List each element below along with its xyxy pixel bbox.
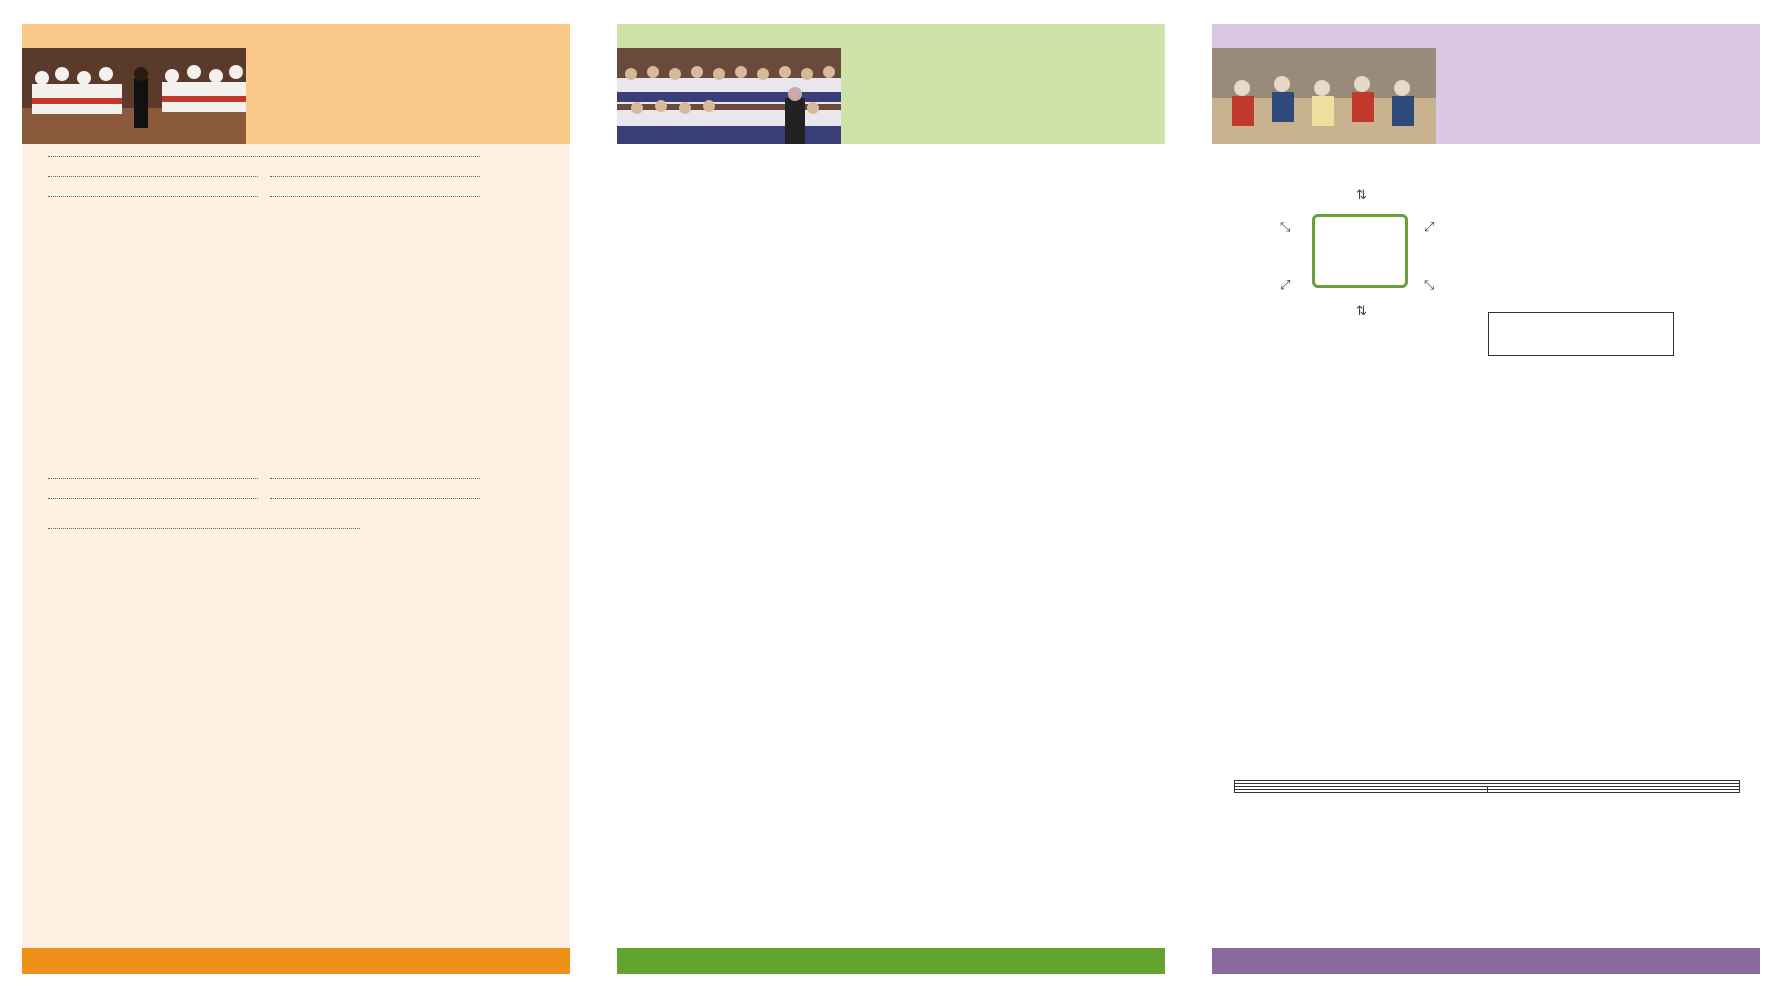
- leader-dots: [270, 196, 480, 197]
- prayer-header: [1212, 24, 1760, 144]
- morning-header: [22, 24, 570, 144]
- liturgy-row: [44, 200, 484, 201]
- prayer-panel: [1212, 24, 1760, 974]
- liturgy-row: [44, 180, 484, 181]
- prayer-body: [1212, 144, 1760, 948]
- leader-dots: [270, 498, 480, 499]
- scholarship-offering-list: [1230, 710, 1750, 731]
- liturgy-row: [44, 160, 484, 161]
- morning-service-panel: [22, 24, 570, 974]
- afternoon-service-panel: [617, 24, 1165, 974]
- afternoon-header: [617, 24, 1165, 144]
- next-week-table: [1234, 780, 1740, 793]
- morning-liturgy: [22, 144, 570, 948]
- arrow-icon: ⇅: [1356, 188, 1367, 203]
- next-week-cell: [1235, 790, 1488, 793]
- footer-slogan: [22, 948, 570, 974]
- arrow-icon: ⤡: [1280, 220, 1291, 235]
- choir-photo-2: [617, 48, 841, 144]
- first-offering-list: [1230, 580, 1750, 601]
- arrow-icon: ⤢: [1280, 278, 1291, 293]
- leader-dots: [48, 196, 258, 197]
- prayer-row: [44, 532, 364, 533]
- leader-dots: [48, 528, 360, 529]
- arrow-icon: ⤡: [1424, 278, 1435, 293]
- choir-photo: [22, 48, 246, 144]
- leader-dots: [48, 176, 258, 177]
- afternoon-liturgy: [617, 144, 1165, 948]
- pastor-center-box: [1312, 214, 1408, 288]
- arrow-icon: ⤢: [1424, 220, 1435, 235]
- footer-slogan-2: [617, 948, 1165, 974]
- mission-offering-list: [1230, 638, 1750, 659]
- leader-dots: [48, 498, 258, 499]
- footer-slogan-3: [1212, 948, 1760, 974]
- next-week-cell: [1487, 790, 1740, 793]
- leader-dots: [48, 156, 480, 157]
- liturgy-row: [44, 482, 484, 483]
- leader-dots: [270, 176, 480, 177]
- prayer-photo: [1212, 48, 1436, 144]
- liturgy-row: [44, 502, 484, 503]
- building-offering-list: [1230, 684, 1750, 705]
- thanks-list: [1230, 484, 1750, 505]
- leader-dots: [48, 478, 258, 479]
- leader-dots: [270, 478, 480, 479]
- arrow-icon: ⇅: [1356, 304, 1367, 319]
- tithe-list: [1230, 426, 1750, 447]
- friday-box: [1488, 312, 1674, 356]
